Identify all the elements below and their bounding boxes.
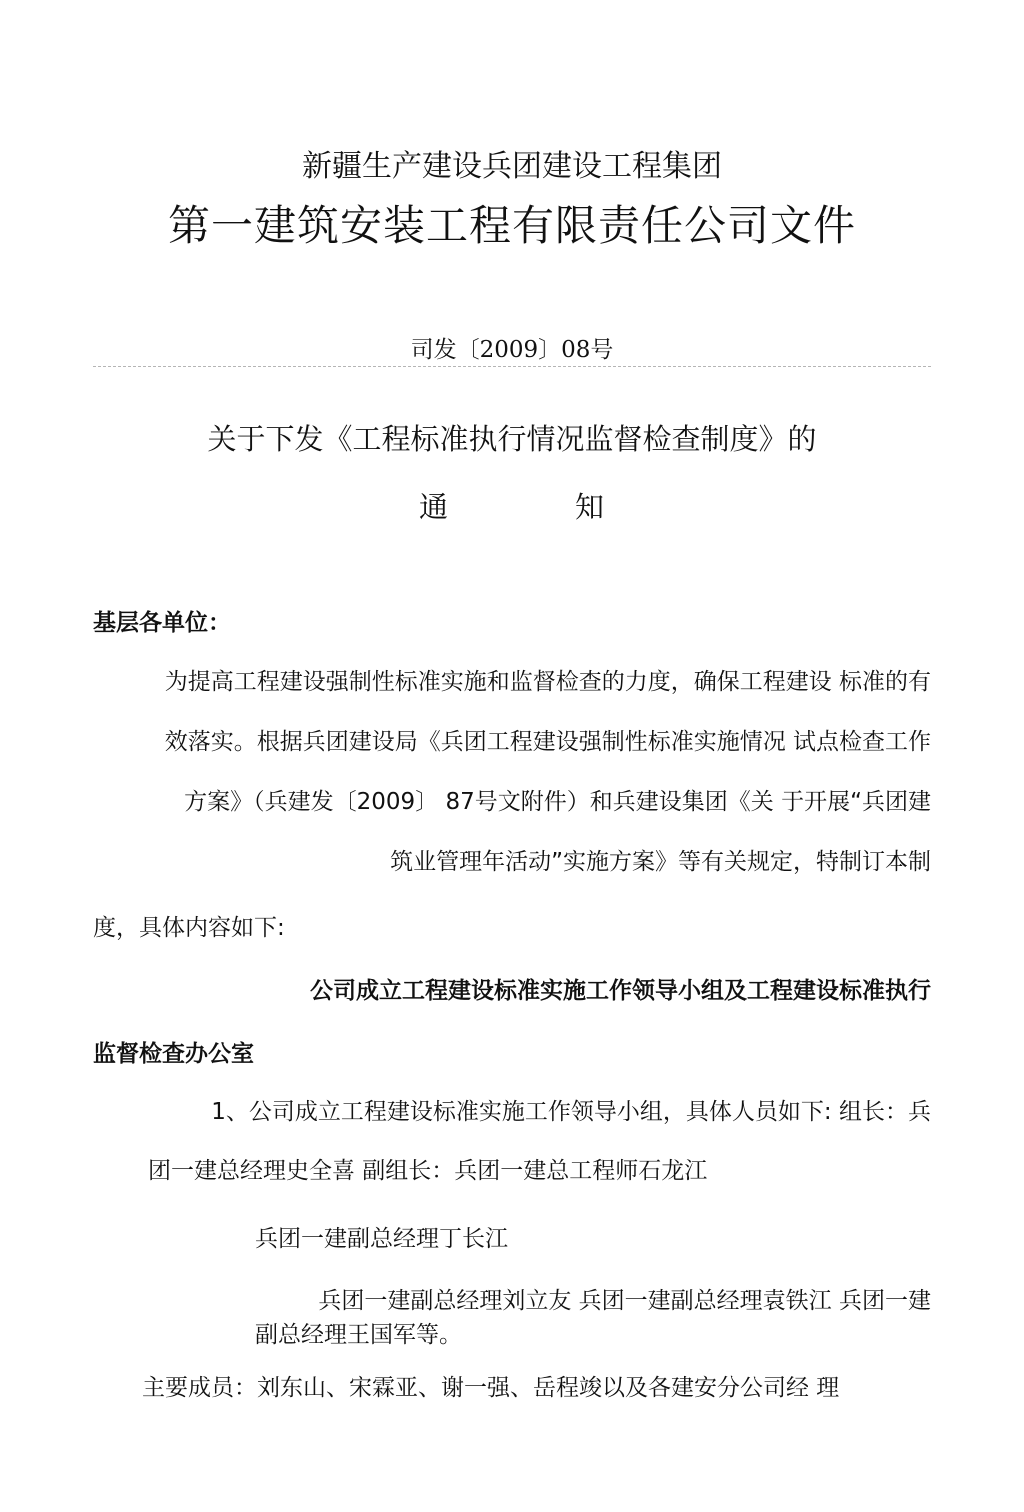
- section-heading: 公司成立工程建设标准实施工作领导小组及工程建设标准执行: [310, 978, 931, 1004]
- notice-title-char-1: 通: [419, 490, 449, 524]
- section-heading: 监督检查办公室: [93, 1041, 254, 1067]
- paragraph-line: 为提高工程建设强制性标准实施和监督检查的力度，确保工程建设 标准的有: [164, 669, 931, 695]
- item-line: 1、公司成立工程建设标准实施工作领导小组，具体人员如下: 组长：兵: [211, 1099, 931, 1125]
- paragraph-line: 度，具体内容如下:: [93, 915, 285, 941]
- org-name-line1: 新疆生产建设兵团建设工程集团: [302, 149, 722, 184]
- notice-title: 关于下发《工程标准执行情况监督检查制度》的: [207, 422, 817, 456]
- paragraph-line: 筑业管理年活动”实施方案》等有关规定，特制订本制: [390, 849, 931, 875]
- item-line: 团一建总经理史全喜 副组长：兵团一建总工程师石龙江: [148, 1158, 708, 1184]
- org-name-line2: 第一建筑安装工程有限责任公司文件: [167, 201, 856, 250]
- paragraph-line: 方案》（兵建发〔2009〕 87号文附件）和兵建设集团《关 于开展“兵团建: [184, 789, 931, 815]
- salutation: 基层各单位：: [93, 610, 231, 636]
- members-line: 主要成员：刘东山、宋霖亚、谢一强、岳程竣以及各建安分公司经 理: [142, 1375, 840, 1401]
- notice-title-char-2: 知: [575, 490, 605, 524]
- header-divider: [93, 366, 931, 367]
- item-line: 兵团一建副总经理刘立友 兵团一建副总经理袁铁江 兵团一建: [318, 1288, 931, 1314]
- document-number: 司发〔2009〕08号: [410, 337, 614, 363]
- item-line: 副总经理王国军等。: [255, 1322, 462, 1348]
- paragraph-line: 效落实。根据兵团建设局《兵团工程建设强制性标准实施情况 试点检查工作: [164, 729, 931, 755]
- item-line: 兵团一建副总经理丁长江: [255, 1226, 508, 1252]
